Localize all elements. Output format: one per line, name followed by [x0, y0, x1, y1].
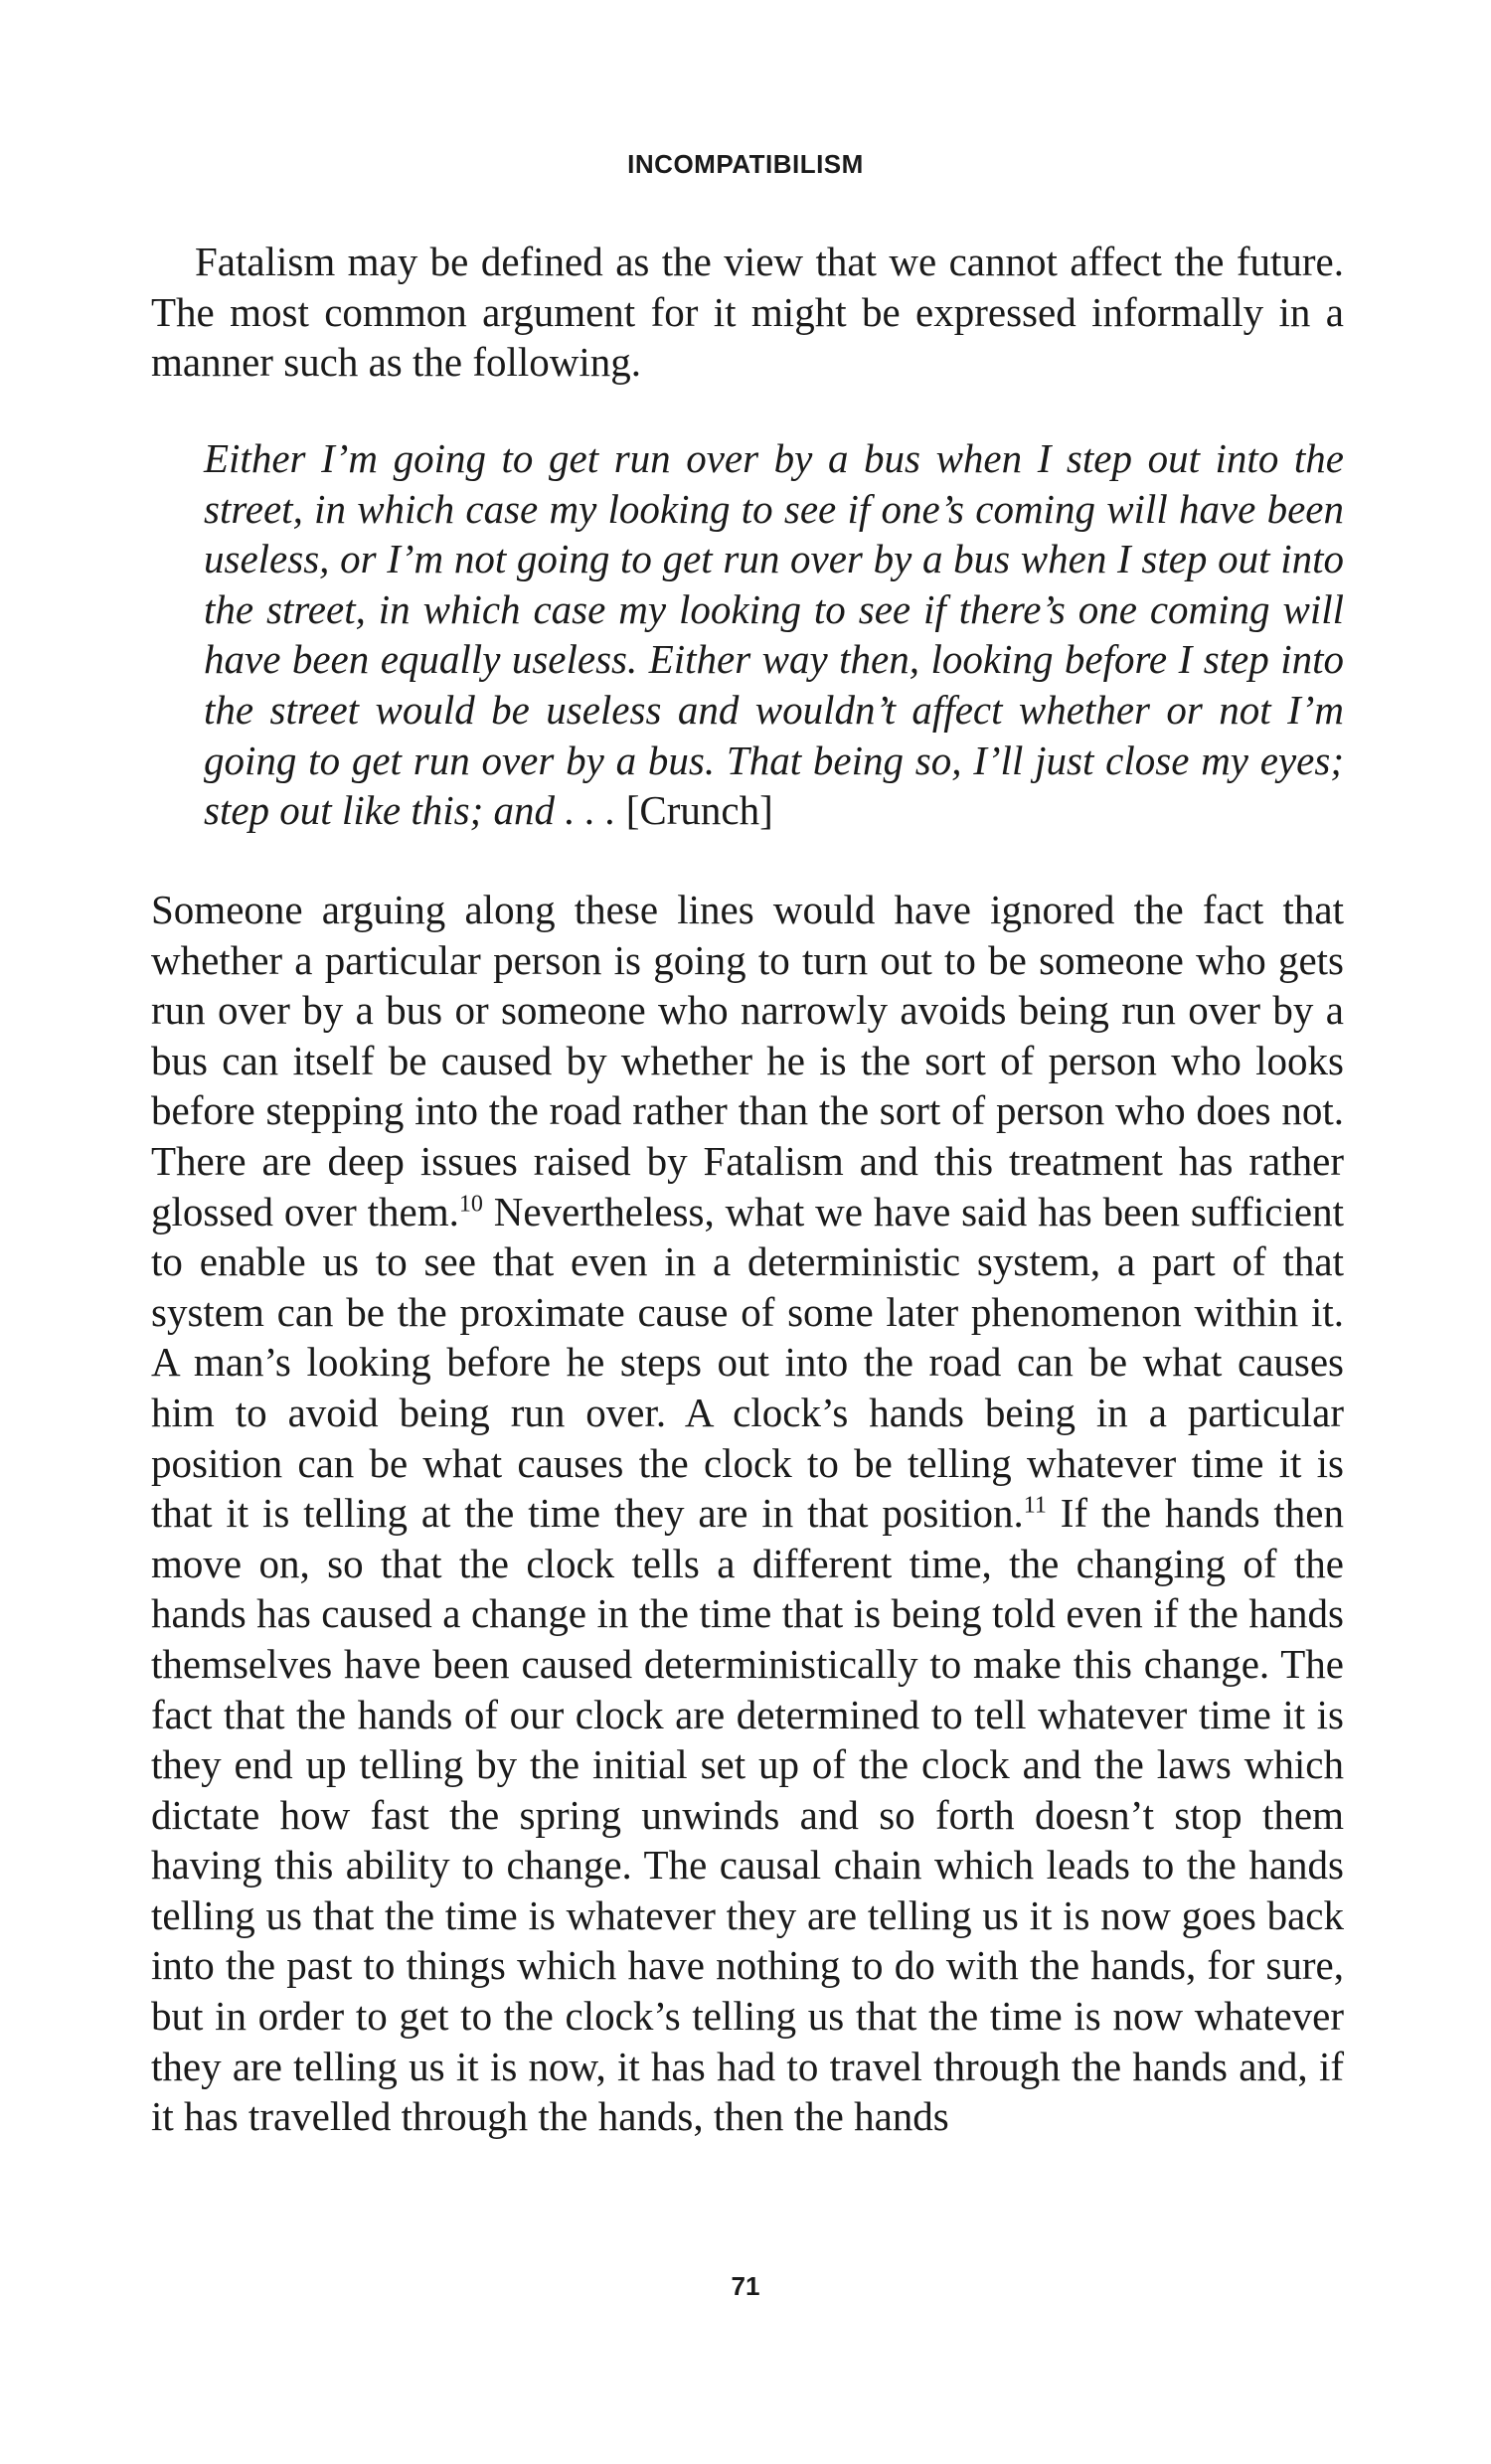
- paragraph-main-part-2: Nevertheless, what we have said has been sufficient to enable us to see that even in a deterministic system, a part of that system can be the proximate cause of some later phenomenon within it. A man’s looking before he steps out into the road can be what causes him to avoid being run over. A clock’s hands being in a particular position can be what causes the clock to be telling whatever time it is that it is telling at the time they are in that position.: [151, 1188, 1344, 1537]
- block-quote: [204, 433, 1344, 836]
- footnote-ref-10[interactable]: 10: [458, 1190, 483, 1217]
- quote-crunch: [Crunch]: [615, 787, 773, 834]
- footnote-ref-11[interactable]: 11: [1023, 1492, 1047, 1519]
- page-number: 71: [731, 2271, 760, 2301]
- paragraph-intro: Fatalism may be defined as the view that we cannot affect the future. The most common argument for it might be expressed informally in a manner such as the following.: [151, 239, 1344, 386]
- paragraph-main-part-1: Someone arguing along these lines would have ignored the fact that whether a particular person is going to turn out to be someone who gets run over by a bus or someone who narrowly avoids being run over by a bus can itself be caused by whether he is the sort of person who looks before stepping into the road rather than the sort of person who does not. There are deep issues raised by Fatalism and this treatment has rather glossed over them.: [151, 887, 1344, 1234]
- paragraph-main: [151, 885, 1344, 2142]
- running-head: INCOMPATIBILISM: [627, 149, 864, 179]
- paragraph-main-part-3: If the hands then move on, so that the clock tells a different time, the changing of the hands has caused a change in the time that is being told even if the hands themselves have been caused deterministically to make this change. The fact that the hands of our clock are determined to tell whatever time it is they end up telling by the initial set up of the clock and the laws which dictate how fast the spring unwinds and so forth doesn’t stop them having this ability to change. The causal chain which leads to the hands telling us that the time is whatever they are telling us it is now goes back into the past to things which have nothing to do with the hands, for sure, but in order to get to the clock’s telling us that the time is now whatever they are telling us it is now, it has had to travel through the hands and, if it has travelled through the hands, then the hands: [151, 1490, 1344, 2140]
- quote-italic-text: Either I’m going to get run over by a bus when I step out into the street, in which case my looking to see if one’s coming will have been useless, or I’m not going to get run over by a bus when I step out into the street, in which case my looking to see if there’s one coming will have been equally useless. Either way then, looking before I step into the street would be useless and wouldn’t affect whether or not I’m going to get run over by a bus. That being so, I’ll just close my eyes; step out like this; and . . .: [204, 435, 1344, 834]
